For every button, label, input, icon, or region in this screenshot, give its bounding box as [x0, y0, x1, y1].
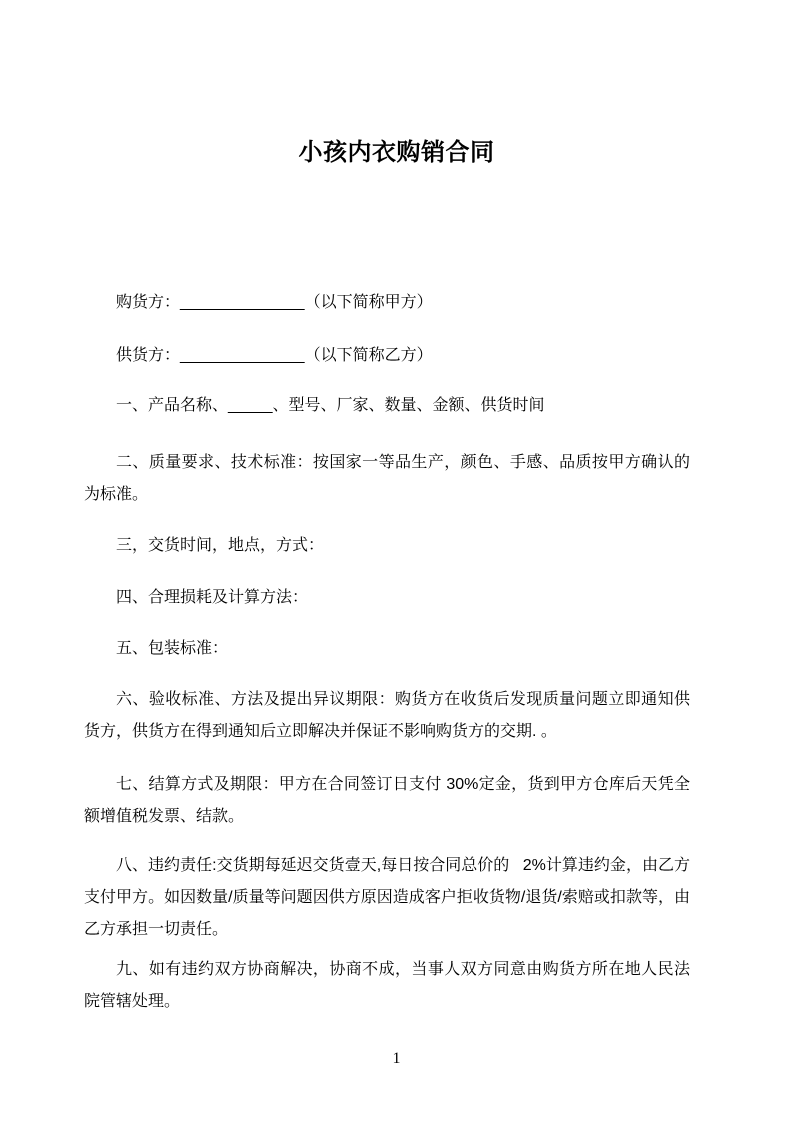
clause-quality-requirements: 二、质量要求、技术标准：按国家一等品生产，颜色、手感、品质按甲方确认的为标准。	[84, 454, 690, 503]
clause-dispute-resolution: 九、如有违约双方协商解决，协商不成，当事人双方同意由购货方所在地人民法院管辖处理。	[84, 961, 690, 1010]
clause-packaging-standard: 五、包装标准：	[116, 640, 229, 657]
clause-payment-terms: 七、结算方式及期限：甲方在合同签订日支付 30%定金，货到甲方仓库后天凭全额增值税发票、结款。	[84, 776, 690, 825]
supplier-line: 供货方：______________（以下简称乙方）	[116, 347, 433, 364]
document-title: 小孩内衣购销合同	[298, 139, 495, 166]
clause-acceptance-standard: 六、验收标准、方法及提出异议期限：购货方在收货后发现质量问题立即通知供货方，供货方在得到通知后立即解决并保证不影响购货方的交期. 。	[84, 691, 690, 740]
clause-product-name: 一、产品名称、_____、型号、厂家、数量、金额、供货时间	[116, 397, 545, 414]
buyer-line: 购货方：______________（以下简称甲方）	[116, 294, 433, 311]
clause-delivery-terms: 三，交货时间，地点，方式：	[116, 537, 325, 554]
page-number: 1	[392, 1050, 401, 1067]
clause-breach-liability: 八、违约责任:交货期每延迟交货壹天,每日按合同总价的 2%计算违约金，由乙方支付甲方。如因数量/质量等问题因供方原因造成客户拒收货物/退货/索赔或扣款等，由乙方承担一切责任。	[84, 857, 690, 938]
clause-loss-calculation: 四、合理损耗及计算方法：	[116, 589, 309, 606]
